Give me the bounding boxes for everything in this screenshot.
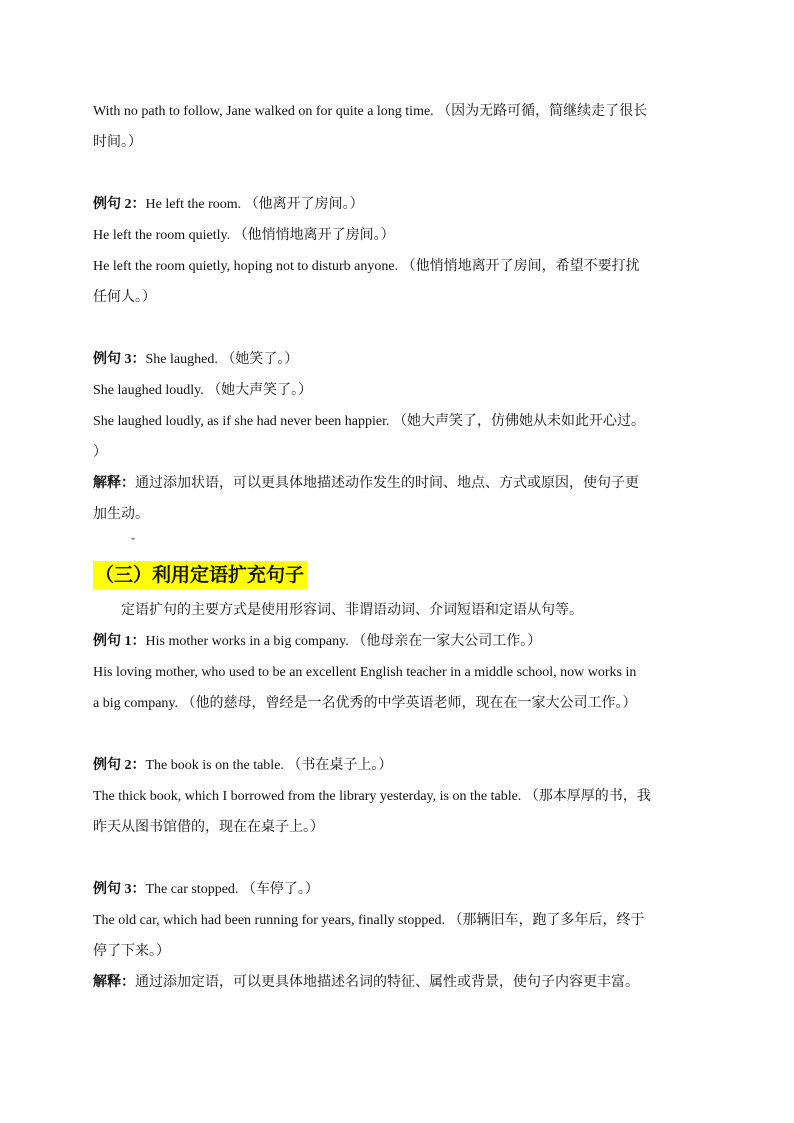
spacer <box>93 313 725 344</box>
adverbial-explanation-line-1 <box>93 468 725 499</box>
attributive-example-1-base <box>93 626 725 657</box>
adverbial-example-3-step-2b: ） <box>93 445 107 460</box>
spacer <box>93 158 725 189</box>
example-text: She laughed. （她笑了。） <box>145 352 299 367</box>
attributive-example-2-step-1a: The thick book, which I borrowed from the library yesterday, is on the table. （那本厚厚的书，我 <box>93 789 651 804</box>
explanation-label: 解释： <box>93 476 135 491</box>
example-label: 例句 3： <box>93 352 146 367</box>
section-heading <box>93 561 725 591</box>
attributive-example-3-step-1a: The old car, which had been running for years, finally stopped. （那辆旧车，跑了多年后，终于 <box>93 913 645 928</box>
example-text: His mother works in a big company. （他母亲在一家大公司工作。） <box>145 634 542 649</box>
spacer <box>93 719 725 750</box>
attributive-intro: 定语扩句的主要方式是使用形容词、非谓语动词、介词短语和定语从句等。 <box>121 603 583 618</box>
adverbial-example-2-step-2a: He left the room quietly, hoping not to disturb anyone. （他悄悄地离开了房间，希望不要打扰 <box>93 259 640 274</box>
explanation-text: 通过添加状语，可以更具体地描述动作发生的时间、地点、方式或原因，使句子更 <box>135 476 639 491</box>
attributive-example-2-base <box>93 750 725 781</box>
explanation-label: 解释： <box>93 975 135 990</box>
intro-line-2: 时间。） <box>93 135 142 150</box>
example-label: 例句 1： <box>93 634 146 649</box>
example-text: The car stopped. （车停了。） <box>145 882 319 897</box>
adverbial-example-2-base <box>93 189 725 220</box>
example-text: The book is on the table. （书在桌子上。） <box>145 758 393 773</box>
attributive-example-1-step-1a: His loving mother, who used to be an excellent English teacher in a middle school, now works in <box>93 665 637 680</box>
adverbial-example-2-step-1: He left the room quietly. （他悄悄地离开了房间。） <box>93 228 395 243</box>
attributive-example-2-step-1b: 昨天从图书馆借的，现在在桌子上。） <box>93 820 324 835</box>
example-text: He left the room. （他离开了房间。） <box>145 197 364 212</box>
explanation-text: 通过添加定语，可以更具体地描述名词的特征、属性或背景，使句子内容更丰富。 <box>135 975 639 990</box>
attributive-example-3-step-1b: 停了下来。） <box>93 944 170 959</box>
attributive-example-3-base <box>93 874 725 905</box>
example-label: 例句 2： <box>93 758 146 773</box>
adverbial-explanation-line-2: 加生动。 <box>93 507 149 522</box>
adverbial-example-3-step-2a: She laughed loudly, as if she had never been happier. （她大声笑了，仿佛她从未如此开心过。 <box>93 414 646 429</box>
adverbial-example-2-step-2b: 任何人。） <box>93 290 156 305</box>
example-label: 例句 3： <box>93 882 146 897</box>
attributive-explanation <box>93 967 725 998</box>
attributive-example-1-step-1b: a big company. （他的慈母，曾经是一名优秀的中学英语老师，现在在一家大公司工作。） <box>93 696 637 711</box>
spacer <box>93 843 725 874</box>
caret-mark: ˇ <box>131 535 135 549</box>
intro-line-1: With no path to follow, Jane walked on for quite a long time. （因为无路可循，简继续走了很长 <box>93 104 648 119</box>
adverbial-example-3-base <box>93 344 725 375</box>
document-page <box>93 96 725 998</box>
adverbial-example-3-step-1: She laughed loudly. （她大声笑了。） <box>93 383 313 398</box>
example-label: 例句 2： <box>93 197 146 212</box>
section-heading-text: （三）利用定语扩充句子 <box>93 561 307 589</box>
